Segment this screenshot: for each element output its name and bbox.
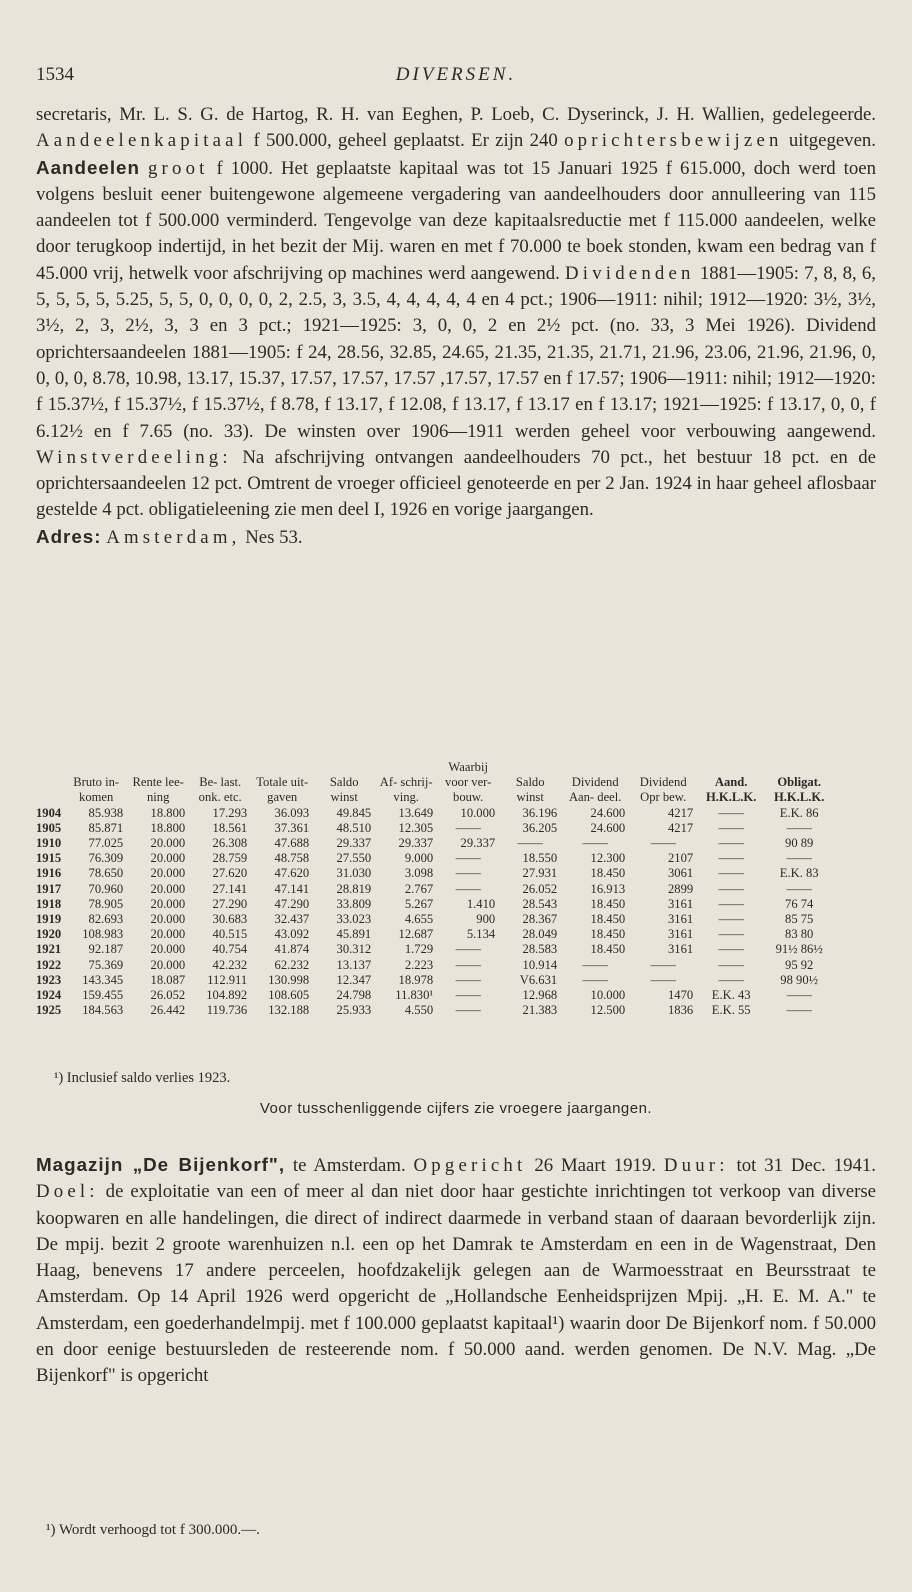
table-cell: 47.688 [274,836,310,851]
table-row [36,851,833,866]
table-cell: 12.347 [336,972,372,987]
table-cell: 20.000 [150,957,186,972]
table-cell: 41.874 [274,942,310,957]
table-cell: 40.754 [212,942,248,957]
table-cell: 3161 [668,896,694,911]
table-header-cell: Dividend Aan- deel. [568,775,622,805]
table-cell: —— [718,896,744,911]
table-header-cell: Dividend Opr bew. [639,775,687,805]
table-row [36,897,833,912]
table-header-cell: Aand. H.K.L.K. [705,775,757,805]
table-footnote: ¹) Inclusief saldo verlies 1923. [54,1070,231,1086]
table-cell: 104.892 [206,988,248,1003]
table-cell: —— [786,1003,812,1018]
text-run: Doel: [36,1181,99,1203]
table-cell: V6.631 [519,972,558,987]
table-cell: 18.450 [590,896,626,911]
table-cell: 18.550 [522,851,558,866]
table-cell: 1836 [668,1003,694,1018]
table-cell: 3161 [668,912,694,927]
table-cell: 28.759 [212,851,248,866]
table-row [36,836,833,851]
table-cell: —— [582,972,608,987]
table-cell: 31.030 [336,866,372,881]
table-row [36,912,833,927]
table-body [36,806,833,1019]
text-run: de exploitatie van een of meer al dan niet door haar gestichte inrichtingen tot verkoop van diverse koopwaren en alle handelingen, die direct of indirect daarmede in verband staan of daaraan bevorderlijk zijn. De mpij. bezit 2 groote warenhuizen n.l. een op het Damrak te Amsterdam en een in de Wagenstraat, Den Haag, benevens 17 andere perceelen, hoofdzakelijk gelegen aan de Warmoesstraat en Beursstraat te Amsterdam. Op 14 April 1926 werd opgericht de „Hollandsche Eenheidsprijzen Mpij. „H. E. M. A." te Amsterdam, een goederhandelmpij. met f 100.000 geplaatst kapitaal¹) waarin door De Bijenkorf nom. f 50.000 en door eenige bestuursleden de resteerende nom. f 50.000 aand. werden genomen. De N.V. Mag. „De Bijenkorf" is opgericht [36,1181,876,1387]
table-cell: 3161 [668,927,694,942]
table-cell: —— [718,957,744,972]
table-row [36,942,833,957]
table-row [36,958,833,973]
table-cell: 27.931 [522,866,558,881]
company-paragraph-2 [36,1152,876,1390]
table-cell: 62.232 [274,957,310,972]
table-cell: 47.620 [274,866,310,881]
table-row [36,882,833,897]
table-cell: 1.729 [404,942,434,957]
table-cell: —— [650,836,676,851]
table-cell: —— [786,851,812,866]
table-cell: 20.000 [150,912,186,927]
table-cell: 12.687 [398,927,434,942]
table-cell: 2.223 [404,957,434,972]
table-cell: —— [718,942,744,957]
year-cell: 1918 [36,896,62,911]
year-cell: 1916 [36,866,62,881]
text-run: Magazijn „De Bijenkorf", [36,1154,286,1175]
text-run: Opgericht [413,1155,527,1176]
table-cell: 27.550 [336,851,372,866]
table-cell: 48.758 [274,851,310,866]
table-cell: 1470 [668,988,694,1003]
table-cell: 29.337 [398,836,434,851]
table-cell: 3.098 [404,866,434,881]
table-cell: —— [455,1003,481,1018]
table-row [36,821,833,836]
table-cell: 10.914 [522,957,558,972]
table-cell: 27.290 [212,896,248,911]
table-cell: 85 75 [785,912,814,927]
text-run: Aandeelen [36,156,140,178]
table-cell: 21.383 [522,1003,558,1018]
table-cell: 75.369 [88,957,124,972]
table-cell: 30.312 [336,942,372,957]
table-cell: 92.187 [88,942,124,957]
year-cell: 1917 [36,881,62,896]
table-cell: 12.968 [522,988,558,1003]
table-cell: 20.000 [150,881,186,896]
year-cell: 1915 [36,851,62,866]
table-cell: 18.450 [590,927,626,942]
table-cell: 18.978 [398,972,434,987]
table-cell: —— [786,988,812,1003]
table-cell: 48.510 [336,820,372,835]
table-cell: 13.137 [336,957,372,972]
text-run: f 1000. Het geplaatste kapitaal was tot 15 Januari 1925 f 615.000, doch werd toen volgens besluit eener buitengewone algemeene vergadering van aandeelhouders door annulleering van 115 aandeelen tot f 500.000 verminderd. Tengevolge van deze kapitaalsreductie met f 115.000 aandeelen, welke door terugkoop indertijd, in het bezit der Mij. waren en met f 70.000 te boek stonden, kwam een bedrag van f 45.000 vrij, hetwelk voor afschrijving op machines werd aangewend. [36,157,876,284]
table-cell: 27.141 [212,881,248,896]
table-cell: 32.437 [274,912,310,927]
table-cell: —— [786,881,812,896]
table-cell: 132.188 [268,1003,310,1018]
table-cell: 16.913 [590,881,626,896]
table-cell: 25.933 [336,1003,372,1018]
table-cell: 85.871 [88,820,124,835]
table-cell: 17.293 [212,805,248,820]
table-cell: 9.000 [404,851,434,866]
table-row [36,973,833,988]
table-cell: 2.767 [404,881,434,896]
text-run: tot 31 Dec. 1941. [728,1155,876,1176]
table-cell: —— [718,805,744,820]
table-cell: —— [517,836,543,851]
table-cell: 3061 [668,866,694,881]
table-cell: 27.620 [212,866,248,881]
table-cell: —— [455,957,481,972]
table-cell: —— [455,851,481,866]
table-cell: E.K. 55 [711,1003,751,1018]
table-header-cell: Obligat. H.K.L.K. [773,775,825,805]
address-street: Nes 53. [245,526,303,548]
table-cell: 47.141 [274,881,310,896]
table-cell: 20.000 [150,896,186,911]
table-cell: 2899 [668,881,694,896]
table-cell: 24.600 [590,820,626,835]
table-header-cell: Rente lee- ning [132,775,184,805]
table-cell: 20.000 [150,851,186,866]
table-cell: 18.450 [590,912,626,927]
table-cell: 5.134 [466,927,496,942]
table-cell: —— [718,836,744,851]
year-cell: 1905 [36,820,62,835]
table-cell: 29.337 [460,836,496,851]
text-run [140,158,148,179]
table-header-cell: Saldo winst [515,775,545,805]
table-cell: —— [786,820,812,835]
table-header-cell [36,760,65,806]
table-cell: 159.455 [82,988,124,1003]
table-cell: —— [455,942,481,957]
table-cell: 36.093 [274,805,310,820]
table-cell: 4217 [668,805,694,820]
table-cell: 24.798 [336,988,372,1003]
table-cell: E.K. 86 [779,805,819,820]
table-cell: 12.500 [590,1003,626,1018]
table-cell: 20.000 [150,836,186,851]
year-cell: 1919 [36,912,62,927]
table-cell: —— [718,851,744,866]
table-cell: —— [582,957,608,972]
table-cell: 3161 [668,942,694,957]
table-cell: —— [650,957,676,972]
table-header-cell: Saldo winst [329,775,359,805]
table-cell: 18.800 [150,820,186,835]
table-cell: —— [718,927,744,942]
table-cell: 77.025 [88,836,124,851]
para1-text [36,104,876,520]
year-cell: 1925 [36,1003,62,1018]
table-cell: —— [718,881,744,896]
table-cell: —— [455,820,481,835]
table-cell: —— [718,866,744,881]
table-cell: 108.983 [82,927,124,942]
table-cell: 43.092 [274,927,310,942]
text-run: groot [147,157,209,179]
address-label: Adres: [36,525,102,547]
table-cell: 112.911 [207,972,248,987]
table-cell: 95 92 [785,957,814,972]
table-cell: 37.361 [274,820,310,835]
year-cell: 1904 [36,805,62,820]
table-cell: 40.515 [212,927,248,942]
table-header-cell: Bruto in- komen [73,775,120,805]
table-cell: 10.000 [590,988,626,1003]
table-header-row [36,760,833,806]
table-cell: 28.543 [522,896,558,911]
table-cell: 36.205 [522,820,558,835]
table-cell: 26.442 [150,1003,186,1018]
table-cell: 47.290 [274,896,310,911]
table-header-cell: Af- schrij- ving. [379,775,433,805]
table-cell: 91½ 86½ [775,942,823,957]
table-cell: 70.960 [88,881,124,896]
table-cell: 12.305 [398,820,434,835]
table-cell: 90 89 [785,836,814,851]
table-cell: —— [582,836,608,851]
table-cell: 45.891 [336,927,372,942]
table-cell: 28.583 [522,942,558,957]
table-cell: 108.605 [268,988,310,1003]
table-row [36,866,833,881]
table-cell: 20.000 [150,942,186,957]
table-cell: 5.267 [404,896,434,911]
table-cell: 98 90½ [780,972,819,987]
table-header-cell: Be- last. onk. etc. [198,775,242,805]
year-cell: 1922 [36,957,62,972]
table-cell: 18.450 [590,866,626,881]
table-cell: 130.998 [268,972,310,987]
table-cell: 10.000 [460,805,496,820]
text-run: 1881—1905: 7, 8, 8, 6, 5, 5, 5, 5, 5.25, 5, 5, 0, 0, 0, 0, 2, 2.5, 3, 3.5, 4, 4, 4, 4, 4 en 4 pct.; 1906—1911: nihil; 1912—1920: 3½, 3½, 3½, 2, 3, 2½, 3, 3 en 3 pct.; 1921—1925: 3, 0, 0, 2 en 2½ pct. (no. 33, 3 Mei 1926). Dividend oprichtersaandeelen 1881—1905: f 24, 28.56, 32.85, 24.65, 21.35, 21.35, 21.71, 21.96, 23.06, 21.96, 21.96, 0, 0, 0, 0, 8.78, 10.98, 13.17, 15.37, 17.57, 17.57, 17.57 ,17.57, 17.57 en f 17.57; 1906—1911: nihil; 1912—1920: f 15.37½, f 15.37½, f 15.37½, f 8.78, f 13.17, f 12.08, f 13.17, f 13.17 en f 13.17; 1921—1925: f 13.17, 0, 0, f 6.12½ en f 7.65 (no. 33). De winsten over 1906—1911 werden geheel voor verbouwing aangewend. [36,262,876,442]
table-cell: —— [718,820,744,835]
table-cell: 4217 [668,820,694,835]
year-cell: 1920 [36,927,62,942]
table-cell: 18.561 [212,820,248,835]
table-cell: E.K. 83 [779,866,819,881]
text-run: oprichtersbewijzen [564,130,783,152]
table-cell: 28.049 [522,927,558,942]
table-cell: 30.683 [212,912,248,927]
running-title: DIVERSEN. [395,64,517,85]
table-cell: 26.052 [150,988,186,1003]
table-row [36,806,833,821]
table-cell: 28.819 [336,881,372,896]
table-cell: 82.693 [88,912,124,927]
table-cell: 26.052 [522,881,558,896]
table-cell: 184.563 [82,1003,124,1018]
text-run: Aandeelenkapitaal [36,130,248,152]
text-run: f 500.000, geheel geplaatst. Er zijn 240 [247,130,565,152]
table-cell: 18.450 [590,942,626,957]
table-cell: 26.308 [212,836,248,851]
year-cell: 1923 [36,972,62,987]
table-cell: 78.650 [88,866,124,881]
address-city: Amsterdam, [106,526,241,548]
table-cell: 78.905 [88,896,124,911]
text-run: te Amsterdam. [285,1155,414,1176]
table-cell: 49.845 [336,805,372,820]
text-run: Dividenden [565,262,695,284]
table-cell: 1.410 [466,896,496,911]
text-run: Na afschrijving ontvangen aandeelhouders 70 pct., het bestuur 18 pct. en de oprichtersaandeelen 12 pct. Omtrent de vroeger officieel genoteerde en per 2 Jan. 1924 in haar geheel aflosbaar gestelde 4 pct. obligatieleening zie men deel I, 1926 en vorige jaargangen. [36,446,876,521]
table-cell: 28.367 [522,912,558,927]
para2-text [36,1155,876,1386]
table-header-cell: Waarbij voor ver- bouw. [445,760,492,805]
year-cell: 1921 [36,942,62,957]
table-cell: 76 74 [785,896,814,911]
page-footnote: ¹) Wordt verhoogd tot f 300.000.—. [46,1522,260,1538]
page-number: 1534 [36,64,74,85]
table-row [36,1003,833,1018]
table-cell: 29.337 [336,836,372,851]
table-cell: 13.649 [398,805,434,820]
table-cell: —— [455,881,481,896]
table-cell: 4.550 [404,1003,434,1018]
text-run: secretaris, Mr. L. S. G. de Hartog, R. H. van Eeghen, P. Loeb, C. Dyserinck, J. H. Wallien, gedelegeerde. [36,104,876,125]
page-header [36,64,876,92]
table-cell: 76.309 [88,851,124,866]
table-cell: 20.000 [150,866,186,881]
table-cell: 33.023 [336,912,372,927]
table-cell: —— [718,972,744,987]
table-cell: E.K. 43 [711,988,751,1003]
table-cell: 143.345 [82,972,124,987]
table-cell: 18.800 [150,805,186,820]
table-cell: —— [650,972,676,987]
table-cell: 18.087 [150,972,186,987]
table-cell: —— [455,972,481,987]
company-paragraph-1 [36,102,876,551]
table-cell: 24.600 [590,805,626,820]
table-row [36,988,833,1003]
financial-table [36,760,876,1018]
table-cell: 12.300 [590,851,626,866]
table-cell: 900 [476,912,496,927]
text-run: 26 Maart 1919. [526,1155,664,1176]
table-cell: —— [718,912,744,927]
table-cell: 2107 [668,851,694,866]
table-cell: 119.736 [206,1003,248,1018]
table-cell: 85.938 [88,805,124,820]
table-cell: 42.232 [212,957,248,972]
table-cell: 36.196 [522,805,558,820]
year-cell: 1910 [36,836,62,851]
table-cell: —— [455,866,481,881]
table-row [36,927,833,942]
text-run: Winstverdeeling: [36,446,232,468]
year-cell: 1924 [36,988,62,1003]
text-run: Duur: [663,1155,729,1176]
table-cell: 33.809 [336,896,372,911]
table-cell: 83 80 [785,927,814,942]
table-cell: 11.830¹ [395,988,434,1003]
table-cell: 20.000 [150,927,186,942]
table-cell: 4.655 [404,912,434,927]
table-cell: —— [455,988,481,1003]
table-header-cell: Totale uit- gaven [256,775,309,805]
table-note: Voor tusschenliggende cijfers zie vroegere jaargangen. [259,1100,653,1117]
text-run: uitgegeven. [782,130,876,152]
